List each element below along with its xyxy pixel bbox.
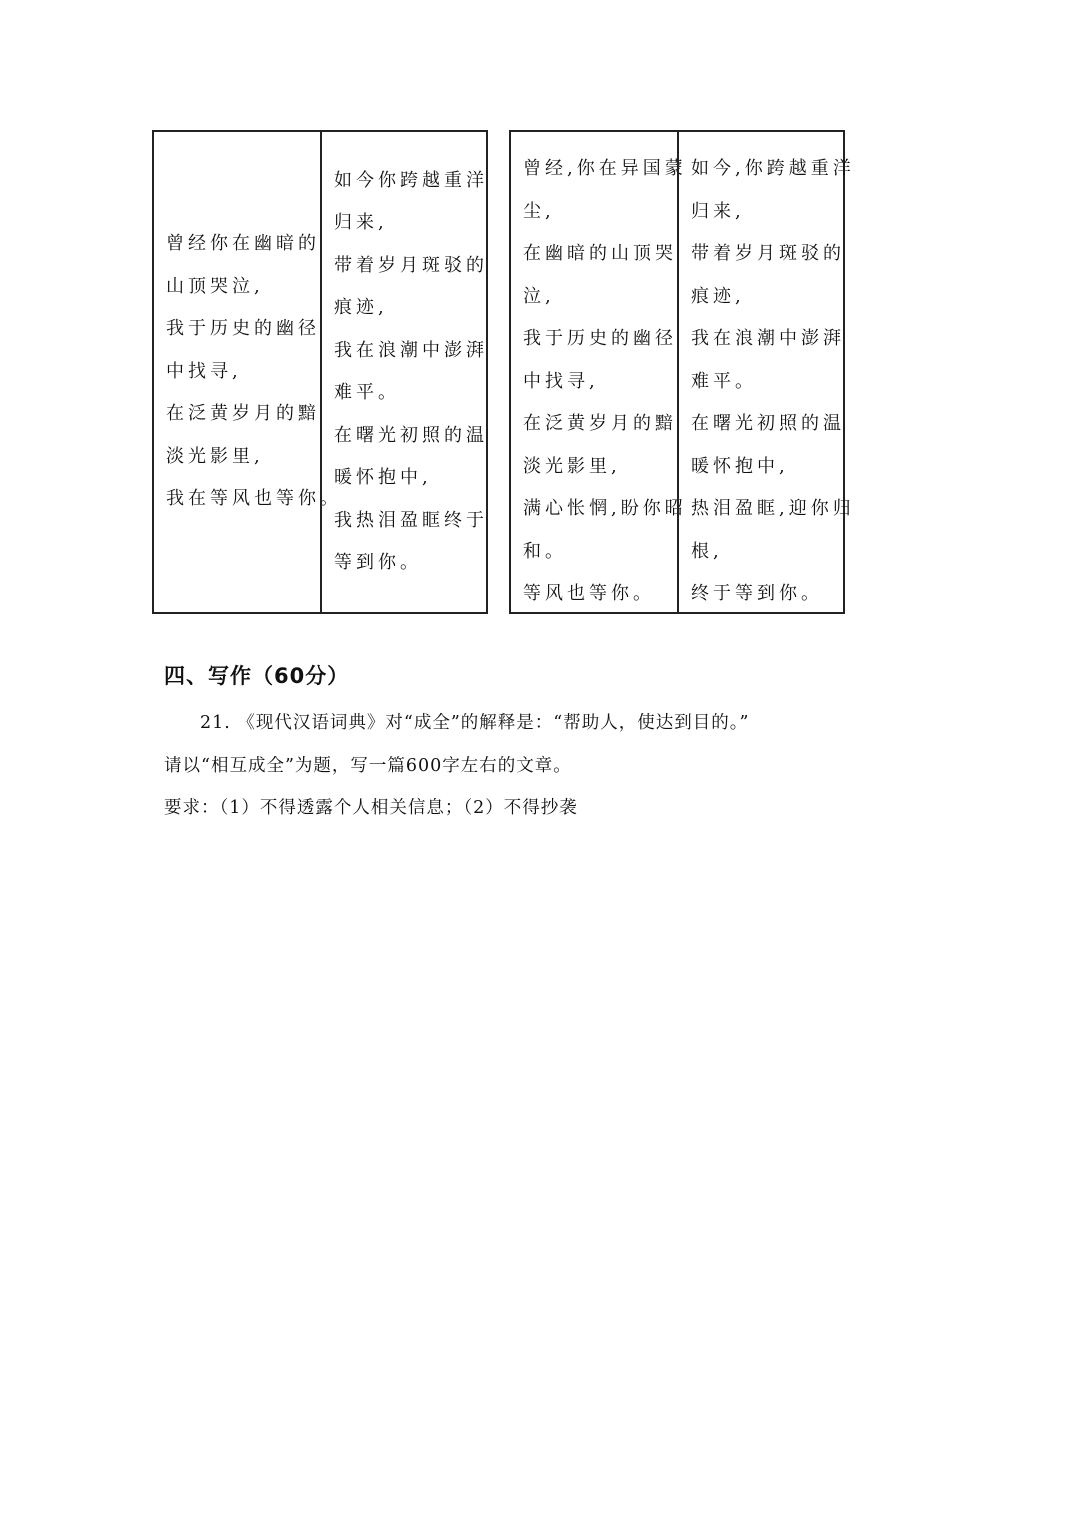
poem-table-right [509,130,855,614]
poem-line: 如今,你跨越重洋 [691,158,855,179]
poem-line: 在曙光初照的温 [691,413,845,434]
poem-line: 和。 [523,540,567,562]
poem-line: 满心怅惘,盼你昭 [523,498,687,519]
poem-line: 带着岁月斑驳的 [334,254,488,276]
poem-line: 淡光影里, [523,455,621,477]
poem-line: 等到你。 [334,552,422,573]
poem-line: 我于历史的幽径 [523,328,677,349]
poem-line: 暖怀抱中, [691,455,789,477]
poem-right-column-2 [677,132,855,612]
poem-line: 归来, [691,200,745,222]
poem-line: 终于等到你。 [691,583,823,604]
poem-line: 我热泪盈眶终于 [334,509,488,531]
poem-table-left [152,130,488,614]
poem-line: 归来, [334,212,388,233]
poem-line: 等风也等你。 [523,583,655,604]
poem-line: 在泛黄岁月的黯 [523,413,677,434]
question-line-1: 21. 《现代汉语词典》对“成全”的解释是：“帮助人，使达到目的。” [200,713,750,733]
poem-line: 难平。 [334,382,400,403]
poem-line: 山顶哭泣, [166,275,264,297]
poem-left-column-2 [320,132,486,612]
poem-line: 曾经,你在异国蒙 [523,158,687,179]
poem-line: 泣, [523,285,555,307]
poem-line: 淡光影里, [166,445,264,467]
poem-line: 我于历史的幽径 [166,318,320,340]
poem-line: 我在浪潮中澎湃 [691,328,845,349]
poem-left-column-1 [154,132,342,612]
poem-line: 尘, [523,200,555,222]
poem-right-column-1 [511,132,687,612]
requirements-line: 要求：（1）不得透露个人相关信息；（2）不得抄袭 [164,798,578,818]
question-line-2: 请以“相互成全”为题，写一篇600字左右的文章。 [164,756,572,776]
poem-line: 我在浪潮中澎湃 [334,339,488,361]
poem-line: 如今你跨越重洋 [334,169,488,191]
poem-line: 在幽暗的山顶哭 [523,243,677,264]
poem-line: 难平。 [691,370,757,392]
poem-line: 中找寻, [523,370,599,392]
poem-line: 痕迹, [334,297,388,318]
section-title: 四、写作（60分） [164,664,350,688]
poem-line: 暖怀抱中, [334,467,432,488]
poem-line: 在曙光初照的温 [334,424,488,446]
poem-line: 曾经你在幽暗的 [166,233,320,255]
poem-line: 带着岁月斑驳的 [691,243,845,264]
poem-line: 根, [691,540,723,562]
poem-line: 中找寻, [166,360,242,382]
poem-line: 在泛黄岁月的黯 [166,403,320,425]
poem-line: 热泪盈眶,迎你归 [691,498,855,519]
poem-line: 痕迹, [691,285,745,307]
poem-line: 我在等风也等你。 [166,488,342,510]
